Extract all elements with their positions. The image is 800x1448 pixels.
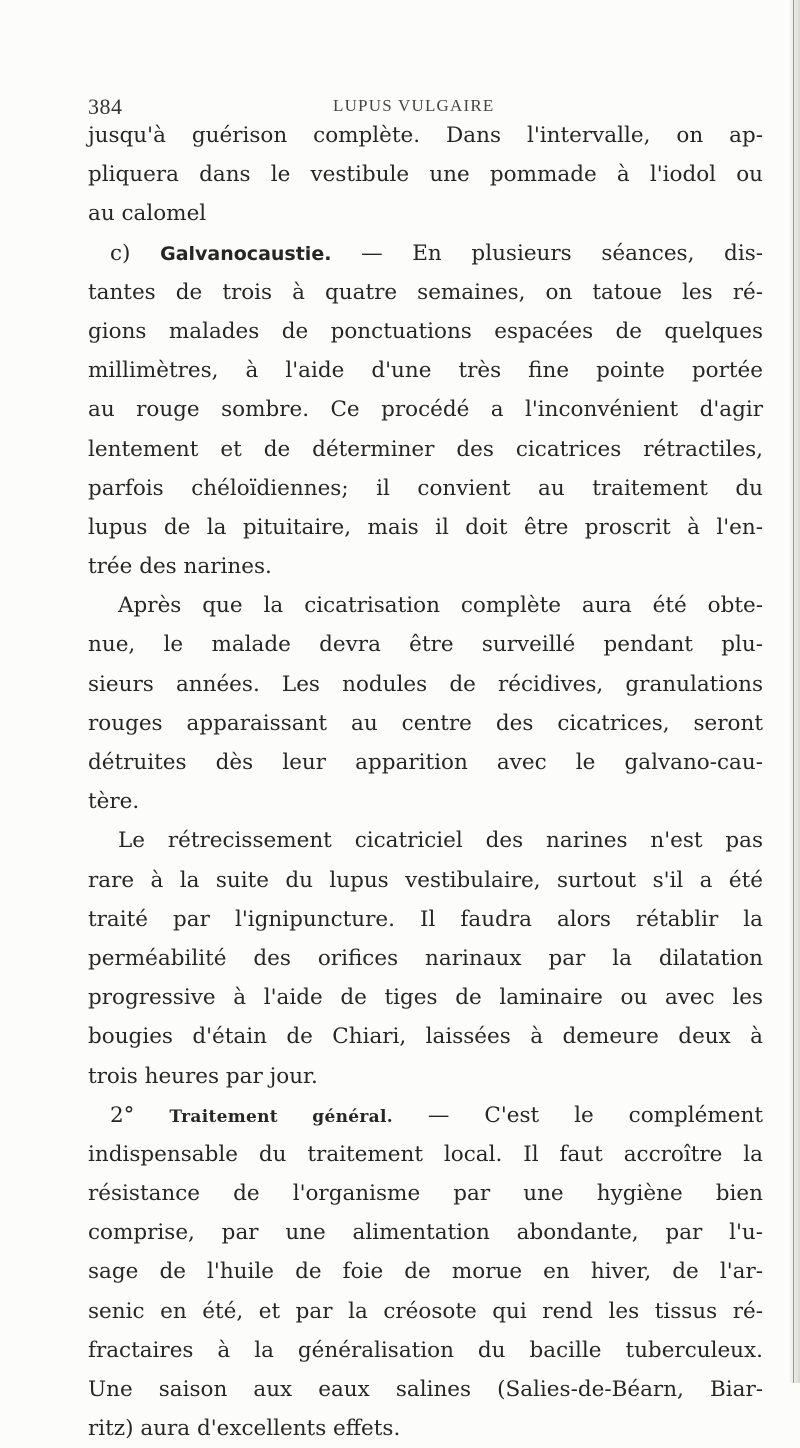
text-line: au calomel [88,201,207,227]
text-line: jusqu'à guérison complète. Dans l'intervalle, on ap- [88,123,763,148]
text-line: nue, le malade devra être surveillé pendant plu- [88,632,763,658]
text-line: bougies d'étain de Chiari, laissées à demeure deux à [88,1024,763,1050]
text-line: perméabilité des orifices narinaux par la dilatation [88,945,763,971]
section-heading-rest: — C'est le complément [392,1102,764,1128]
page-edge-line [793,0,794,1383]
text-line: Après que la cicatrisation complète aura été obte- [118,593,763,619]
text-line: parfois chéloïdiennes; il convient au traitement du [88,475,763,501]
text-line: tantes de trois à quatre semaines, on tatoue les ré- [88,279,763,305]
text-line: millimètres, à l'aide d'une très fine pointe portée [88,358,763,384]
text-line: indispensable du traitement local. Il faut accroître la [88,1141,763,1167]
running-head: LUPUS VULGAIRE [333,96,495,115]
text-line: Une saison aux eaux salines (Salies-de-Béarn, Biar- [88,1377,763,1402]
text-line: trois heures par jour. [88,1063,318,1089]
text-line: pliquera dans le vestibule une pommade à l'iodol ou [88,162,763,188]
body-text [88,116,763,1448]
text-line: progressive à l'aide de tiges de laminaire ou avec les [88,985,763,1011]
page-number: 384 [88,94,123,119]
text-line: sieurs années. Les nodules de récidives, granulations [88,671,763,697]
text-line: sage de l'huile de foie de morue en hiver, de l'ar- [88,1259,763,1285]
section-heading: Traitement général. [169,1106,393,1127]
section-marker: c) [110,240,131,266]
section-heading-line [88,1096,763,1135]
text-line: rare à la suite du lupus vestibulaire, surtout s'il a été [88,867,763,893]
text-line: comprise, par une alimentation abondante, par l'u- [88,1220,763,1246]
text-line: lupus de la pituitaire, mais il doit être proscrit à l'en- [88,514,763,540]
text-line: senic en été, et par la créosote qui rend les tissus ré- [88,1298,763,1324]
text-line: au rouge sombre. Ce procédé a l'inconvénient d'agir [88,397,763,423]
text-line: gions malades de ponctuations espacées de quelques [88,318,763,344]
text-line: trée des narines. [88,554,272,580]
section-heading-rest: — En plusieurs séances, dis- [331,240,763,266]
text-line: détruites dès leur apparition avec le galvano-cau- [88,750,763,775]
text-line: tère. [88,789,140,815]
text-line: traité par l'ignipuncture. Il faudra alors rétablir la [88,906,763,932]
text-line: ritz) aura d'excellents effets. [88,1416,401,1442]
section-heading: Galvanocaustie. [160,242,332,265]
text-line: lentement et de déterminer des cicatrices rétractiles, [88,436,763,462]
section-heading-line [88,234,763,273]
page-edge [790,0,800,1383]
text-line: rouges apparaissant au centre des cicatrices, seront [88,710,763,736]
text-line: Le rétrecissement cicatriciel des narines n'est pas [118,828,763,854]
text-line: fractaires à la généralisation du bacille tuberculeux. [88,1337,763,1363]
page-header [88,94,718,118]
section-marker: 2° [110,1102,135,1128]
text-line: résistance de l'organisme par une hygiène bien [88,1181,763,1207]
